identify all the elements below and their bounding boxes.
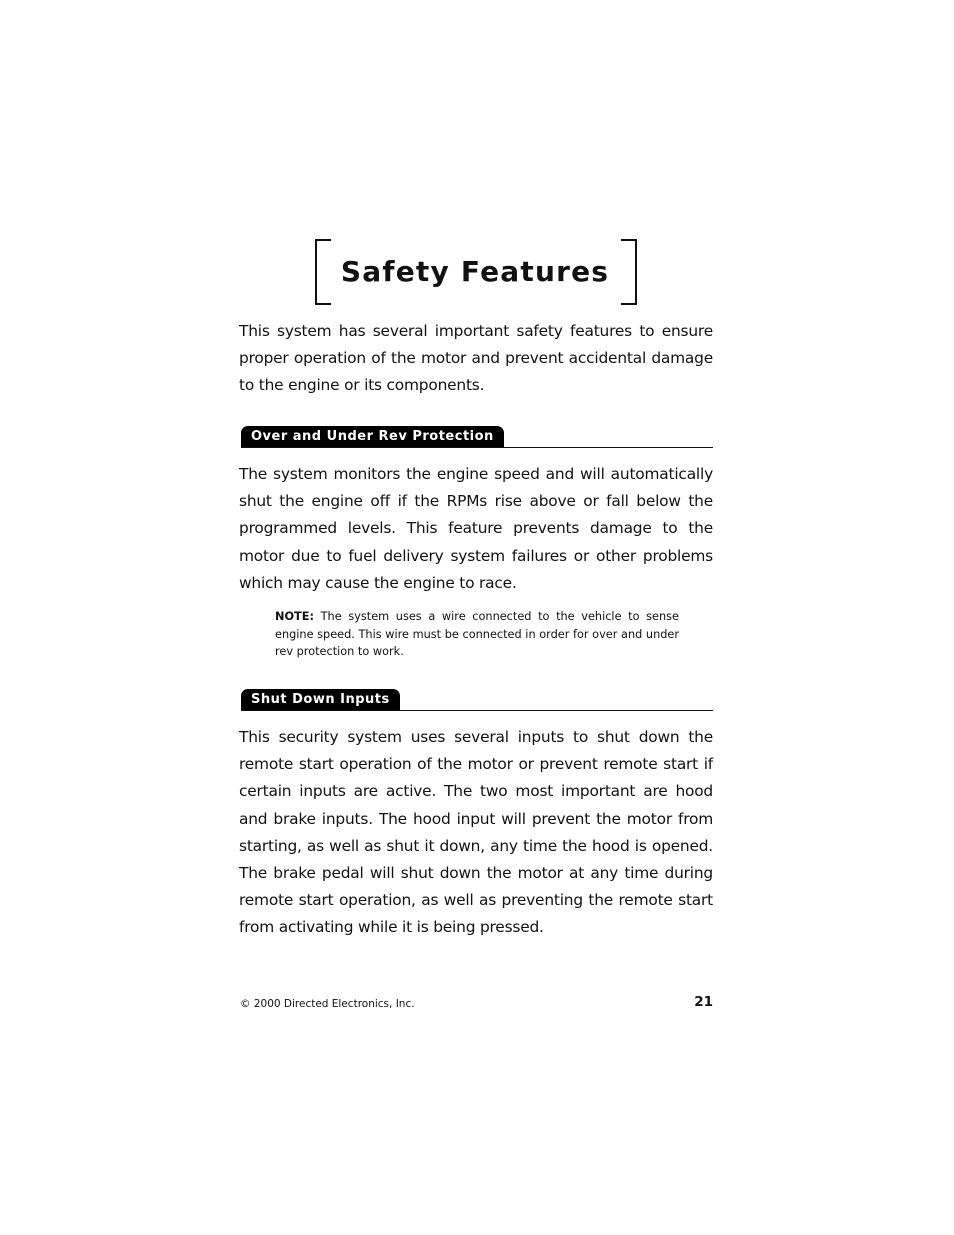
title-bracket-right (621, 239, 637, 305)
section-tab-label: Shut Down Inputs (241, 689, 400, 710)
copyright-text: © 2000 Directed Electronics, Inc. (240, 998, 415, 1010)
note-text: The system uses a wire connected to the vehicle to sense engine speed. This wire must be connected in order for over and under rev protection to work. (275, 610, 679, 658)
section-heading-shut-down-inputs (241, 689, 713, 711)
intro-paragraph: This system has several important safety features to ensure proper operation of the motor and prevent accidental damage to the engine or its components. (239, 322, 713, 395)
shut-down-inputs-paragraph: This security system uses several inputs to shut down the remote start operation of the motor or prevent remote start if certain inputs are active. The two most important are hood and brake inputs. The hood input will prevent the motor from starting, as well as shut it down, any time the hood is opened. The brake pedal will shut down the motor at any time during remote start operation, as well as preventing the remote start from activating while it is being pressed. (239, 728, 713, 937)
page-title: Safety Features (340, 255, 610, 288)
section-tab-label: Over and Under Rev Protection (241, 426, 504, 447)
rev-protection-paragraph: The system monitors the engine speed and will automatically shut the engine off if the RPMs rise above or fall below the programmed levels. This feature prevents damage to the motor due to fuel delivery system failures or other problems which may cause the engine to race. (239, 465, 713, 592)
section-heading-rev-protection (241, 426, 713, 448)
title-bracket-left (315, 239, 331, 305)
page-number: 21 (694, 994, 713, 1010)
note-block (275, 608, 679, 661)
note-label: NOTE: (275, 610, 314, 623)
